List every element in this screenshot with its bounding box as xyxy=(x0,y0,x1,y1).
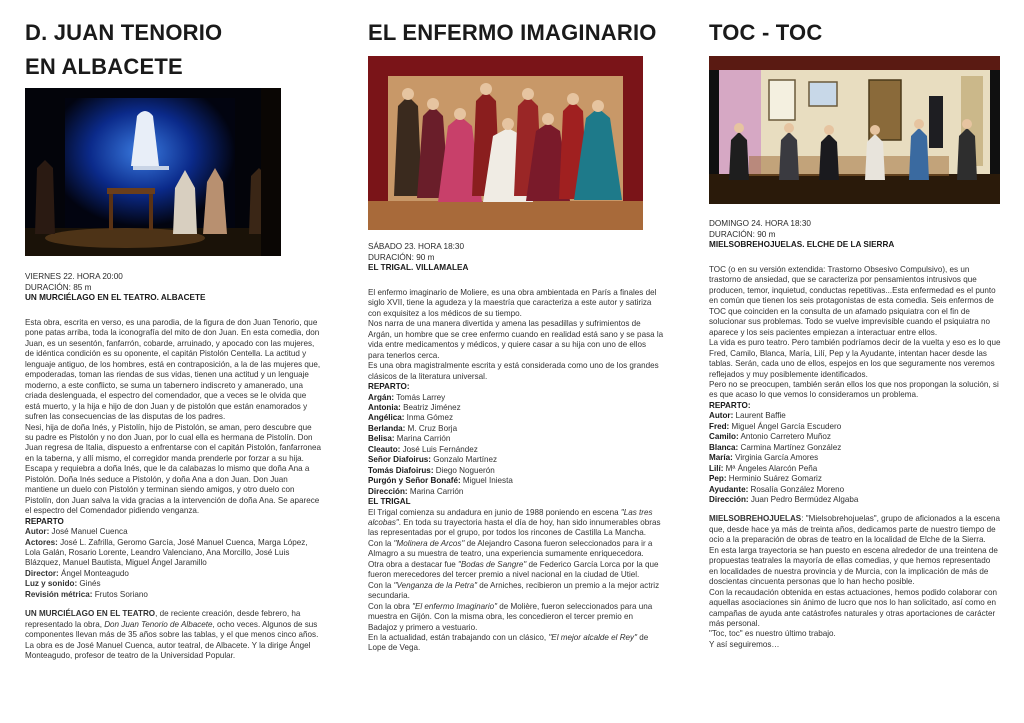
credit-label: Revisión métrica: xyxy=(25,589,93,599)
cast-actor: Carmina Martínez González xyxy=(738,442,842,452)
credit-value: Ángel Monteagudo xyxy=(58,568,129,578)
company-paragraph xyxy=(368,539,664,560)
cast-item xyxy=(368,393,664,403)
company-paragraph xyxy=(368,602,664,633)
company-paragraph xyxy=(368,560,664,581)
cast-item xyxy=(709,411,1001,421)
title-enfermo-imaginario xyxy=(368,16,657,50)
about-text: , de reciente creación, desde febrero, ha representado la obra, xyxy=(25,609,301,629)
cast-role: Blanca: xyxy=(709,442,739,452)
cast-item xyxy=(368,455,664,465)
company-paragraph xyxy=(368,508,664,539)
cast-actor: Antonio Carretero Muñoz xyxy=(738,432,831,442)
credit-value: Ginés xyxy=(77,579,101,589)
about-company-lead: UN MURCIÉLAGO EN EL TEATRO xyxy=(25,609,156,619)
company-text: de Alejandro Casona fueron seleccionados para ir a Almagro a su muestra de teatro, una experiencia sumamente enriquecedora. xyxy=(368,538,653,559)
cast-role: Dirección: xyxy=(368,486,408,496)
cast-actor: Miguel Iniesta xyxy=(460,476,513,486)
cast-actor: Inma Gómez xyxy=(404,413,454,423)
body-enfermo xyxy=(368,288,664,654)
cast-role: Dirección: xyxy=(709,494,749,504)
about-text: : "Mielsobrehojuelas", grupo de aficionados a la escena que, desde hace ya más de treinta años, dedicamos parte de nuestro tiempo de ocio a la preparación de obras de teatro en la localidad de Elche de la Sierra. xyxy=(709,514,1000,545)
credit-label: Luz y sonido: xyxy=(25,579,78,589)
company-text: Con la obra xyxy=(368,601,413,611)
reparto-heading: REPARTO: xyxy=(709,400,751,410)
about-company-paragraph xyxy=(709,514,1001,545)
title-text: EL ENFERMO IMAGINARIO xyxy=(368,20,657,45)
reparto-heading: REPARTO xyxy=(25,516,64,526)
company-paragraph xyxy=(368,633,664,654)
synopsis-paragraph: Esta obra, escrita en verso, es una parodia, de la figura de don Juan Tenorio, que pone patas arriba, toda la iconografía del mito de don Juan. En esta comedia, don Juan, es un sesentón, fanfarrón, cobarde, arruinado, y apocado con las mujeres, de idéntica condición es su oponente, el capitán Pistolón Centella. La actitud y lenguaje antiguo, de los hombres, está en contraposición, a la de las mujeres que, empoderadas, toman las riendas de sus vidas, tienen una actitud y un lenguaje moderno, a este conflicto, se suma un tabernero indiscreto y amanerado, una criada deslenguada, el espectro del comendador, que a veces se le olvida que está muerto, y la hija e hijo de don Juan y de pistolón que están enamorados y sufren las consecuencias de las disputas de los padres. xyxy=(25,318,321,422)
cast-item xyxy=(368,445,664,455)
about-company-paragraph xyxy=(25,609,322,661)
cast-role: Autor: xyxy=(709,411,734,421)
about-text: , ocho veces. Algunos de sus componentes llevan más de 35 años sobre las tablas, y el que menos cinco años. La obra es de José Manuel Cuenca, autor teatral, de Albacete. Y la dirige Ángel Monteagudo, profesor de teatro de la Universidad Popular. xyxy=(25,619,319,661)
cast-role: Belisa: xyxy=(368,434,395,444)
company-text: de Arniches, recibieron un premio a la mejor actriz secundaria. xyxy=(368,580,660,601)
event-duration: DURACIÓN: 90 m xyxy=(368,252,435,262)
cast-list xyxy=(709,411,1001,505)
cast-item xyxy=(709,464,1001,474)
cast-role: Ayudante: xyxy=(709,484,749,494)
cast-actor: Rosalía González Moreno xyxy=(748,484,845,494)
cast-actor: Mª Ángeles Alarcón Peña xyxy=(723,463,818,473)
company-text: de Lope de Vega. xyxy=(368,632,649,653)
about-company-paragraph: "Toc, toc" es nuestro último trabajo. xyxy=(709,629,836,639)
cast-item xyxy=(368,413,664,423)
cast-role: María: xyxy=(709,453,733,463)
cast-actor: M. Cruz Borja xyxy=(405,423,458,433)
cast-actor: Juan Pedro Bermúdez Algaba xyxy=(748,494,859,504)
about-company-paragraph: Y así seguiremos… xyxy=(709,639,780,649)
company-text: . En toda su trayectoria hasta el día de hoy, han sido innumerables obras las representadas por el grupo, por todos los rincones de Castilla La Mancha. xyxy=(368,517,661,538)
about-play-title: Don Juan Tenorio de Albacete xyxy=(104,619,213,629)
cast-role: Antonia: xyxy=(368,402,401,412)
cast-actor: Miguel Ángel García Escudero xyxy=(729,421,842,431)
play-title: "El enfermo Imaginario" xyxy=(412,601,498,611)
cast-list xyxy=(368,393,664,498)
cast-role: Angélica: xyxy=(368,413,405,423)
event-company: MIELSOBREHOJUELAS. ELCHE DE LA SIERRA xyxy=(709,240,895,249)
cast-role: Pep: xyxy=(709,474,727,484)
cast-role: Tomás Diafoirus: xyxy=(368,465,434,475)
body-juan-tenorio xyxy=(25,318,322,662)
credit-line xyxy=(25,590,322,600)
cast-role: Lilí: xyxy=(709,463,724,473)
about-company-paragraph: En esta larga trayectoria se han puesto en escena alrededor de una treintena de propuestas teatrales la mayoría de ellas comedias, y que hemos representado en localidades de nuestra provincia y de Murcia, con la implicación de más de doscientas cincuenta personas que lo han hecho posible. xyxy=(709,545,998,587)
event-info-enfermo xyxy=(368,242,664,274)
synopsis-paragraph: Nos narra de una manera divertida y amena las pesadillas y sufrimientos de Argán, un hombre que se cree enfermo cuando en realidad está sano y se pasa la vida entre medicamentos y médicos, y quiere casar a su hija con uno de ellos para tenerlos cerca. xyxy=(368,319,664,360)
cast-role: Señor Diafoirus: xyxy=(368,455,431,465)
photo-juan-tenorio-stage xyxy=(25,88,281,256)
event-info-toc xyxy=(709,219,1001,251)
cast-role: Berlanda: xyxy=(368,423,406,433)
event-date: VIERNES 22. HORA 20:00 xyxy=(25,272,123,281)
cast-actor: Beatriz Jiménez xyxy=(400,402,461,412)
play-title: "El mejor alcalde el Rey" xyxy=(548,632,637,642)
cast-item xyxy=(368,466,664,476)
company-text: Con la xyxy=(368,580,394,590)
event-date: DOMINGO 24. HORA 18:30 xyxy=(709,219,811,228)
cast-item xyxy=(368,476,664,486)
cast-actor: Diego Noguerón xyxy=(433,465,495,475)
cast-item xyxy=(709,453,1001,463)
credit-line xyxy=(25,579,322,589)
synopsis-paragraph: Nesi, hija de doña Inés, y Pistolín, hijo de Pistolón, se aman, pero descubre que su padre es Pistolón y no don Juan, por lo cual ella es hermana de Pistolín. Don Juan regresa de Italia, dispuesto a enfrentarse con el capitán Pistolón, fanfarronea en la taberna, y allí mismo, el corregidor manda prenderle por forzar a su hija. Escapa y requiebra a doña Inés, que le da calabazas lo mismo que doña Ana a Pistolón. Doña Inés seduce a Pistolón, y doña Ana a don Juan. Don Juan mantiene un duelo con Pistolón y terminan siendo amigos, y otro duelo con Pistolín, don Juan salva la vida gracias a la intervención de doña Ana. Se aparece el espectro del Comendador pidiendo venganza. xyxy=(25,422,322,516)
event-info-juan-tenorio xyxy=(25,272,322,304)
company-heading: EL TRIGAL xyxy=(368,497,411,507)
play-title: "Venganza de la Petra" xyxy=(393,580,477,590)
cast-item xyxy=(709,474,1001,484)
cast-actor: Gonzalo Martínez xyxy=(430,455,498,465)
credit-line xyxy=(25,527,322,537)
synopsis-paragraph: Es una obra magistralmente escrita y está considerada como uno de los grandes clásicos de la literatura universal. xyxy=(368,361,659,381)
synopsis-paragraph: La vida es puro teatro. Pero también podríamos decir de la vuelta y eso es lo que Fred, Camilo, Blanca, María, Lilí, Pep y la Ayudante, intentan hacer desde las tablas. Serán, cada uno de ellos, espejos en los que seguramente nos veremos reflejados y muy posiblemente identificados. xyxy=(709,338,1001,379)
cast-role: Cleauto: xyxy=(368,444,401,454)
company-text: En la actualidad, están trabajando con un clásico, xyxy=(368,632,549,642)
company-text: Otra obra a destacar fue xyxy=(368,559,458,569)
credit-value: José L. Zafrilla, Geromo García, José Manuel Cuenca, Marga López, Lola Galán, Rosario Lorente, Leandro Valenciano, Ana Morcillo, José Luis Blázquez, Manuel Bautista, Miguel Ángel Jaramillo xyxy=(25,537,308,568)
cast-actor: Laurent Baffie xyxy=(733,411,786,421)
cast-item xyxy=(709,485,1001,495)
credit-line xyxy=(25,538,322,569)
event-company: EL TRIGAL. VILLAMALEA xyxy=(368,263,469,272)
reparto-heading: REPARTO: xyxy=(368,382,410,392)
title-line-2: EN ALBACETE xyxy=(25,54,183,79)
about-company-paragraph: Con la recaudación obtenida en estas actuaciones, hemos podido colaborar con aquellas asociaciones sin ánimo de lucro que nos lo han solicitado, así como en campañas de ayuda ante catástrofes naturales y otras aportaciones de carácter más personal. xyxy=(709,587,997,628)
cast-item xyxy=(368,434,664,444)
play-title: "Bodas de Sangre" xyxy=(457,559,527,569)
cast-item xyxy=(709,432,1001,442)
cast-role: Fred: xyxy=(709,421,730,431)
event-date: SÁBADO 23. HORA 18:30 xyxy=(368,242,465,251)
cast-item xyxy=(368,403,664,413)
play-title: "Las tres alcobas" xyxy=(368,507,653,527)
credit-value: Frutos Soriano xyxy=(92,589,148,599)
company-text: El Trigal comienza su andadura en junio de 1988 poniendo en escena xyxy=(368,507,621,517)
credit-label: Autor: xyxy=(25,527,50,537)
cast-actor: José Luis Fernández xyxy=(400,444,478,454)
cast-item xyxy=(709,495,1001,505)
company-paragraph xyxy=(368,581,664,602)
credit-label: Actores: xyxy=(25,537,58,547)
synopsis-paragraph: El enfermo imaginario de Moliere, es una obra ambientada en París a finales del siglo XVII, tiene la agudeza y la maestría que caracteriza a este autor y satiriza con exquisitez a los médicos de su tiempo. xyxy=(368,288,657,318)
company-text: de Molière, fueron seleccionados para una muestra en Gijón. Con la misma obra, les concedieron el tercer premio en Badajoz y primero a vestuario. xyxy=(368,601,653,632)
photo-enfermo-imaginario-cast xyxy=(368,56,643,230)
cast-item xyxy=(368,487,664,497)
event-duration: DURACIÓN: 85 m xyxy=(25,282,92,292)
event-company: UN MURCIÉLAGO EN EL TEATRO. ALBACETE xyxy=(25,293,206,302)
cast-role: Camilo: xyxy=(709,432,739,442)
credit-value: José Manuel Cuenca xyxy=(49,527,128,537)
credit-line xyxy=(25,569,322,579)
title-juan-tenorio xyxy=(25,16,222,84)
title-toc-toc xyxy=(709,16,822,50)
company-text: Con la xyxy=(368,538,394,548)
event-duration: DURACIÓN: 90 m xyxy=(709,229,776,239)
cast-item xyxy=(368,424,664,434)
cast-role: Purgón y Señor Bonafé: xyxy=(368,476,461,486)
title-line-1: D. JUAN TENORIO xyxy=(25,20,223,45)
synopsis-paragraph: Pero no se preocupen, también serán ellos los que nos propongan la solución, si es que acaso lo que vemos lo consideramos un problema. xyxy=(709,379,999,400)
cast-item xyxy=(709,422,1001,432)
about-company-lead: MIELSOBREHOJUELAS xyxy=(709,514,802,524)
title-text: TOC - TOC xyxy=(709,20,823,45)
cast-actor: Tomás Larrey xyxy=(394,392,446,402)
cast-actor: Herminio Suárez Gomariz xyxy=(726,474,822,484)
cast-item xyxy=(709,443,1001,453)
credit-label: Director: xyxy=(25,568,59,578)
cast-actor: Marina Carrión xyxy=(407,486,464,496)
cast-actor: Virginia García Amores xyxy=(732,453,819,463)
play-title: "Molinera de Arcos" xyxy=(393,538,465,548)
synopsis-paragraph: TOC (o en su versión extendida: Trastorno Obsesivo Compulsivo), es un trastorno de ansiedad, que se caracteriza por pensamientos intrusivos que producen, temor, inquietud, conductas repetitivas...Esta enfermedad es el punto en común que tienen los seis protagonistas de esta comedia. Seis enfermos de TOC que coinciden en la consulta de un afamado psiquiatra con el fin de solucionar sus problemas. Todo se vuelve imprevisible cuando el psiquiatra no aparece y los seis pacientes empiezan a interactuar entre ellos. xyxy=(709,265,996,337)
photo-toc-toc-stage xyxy=(709,56,1000,204)
cast-actor: Marina Carrión xyxy=(394,434,451,444)
cast-role: Argán: xyxy=(368,392,395,402)
body-toc xyxy=(709,265,1001,650)
company-text: de Federico García Lorca por la que fueron merecedores del tercer premio a nivel nacional en la ciudad de Utiel. xyxy=(368,559,659,580)
